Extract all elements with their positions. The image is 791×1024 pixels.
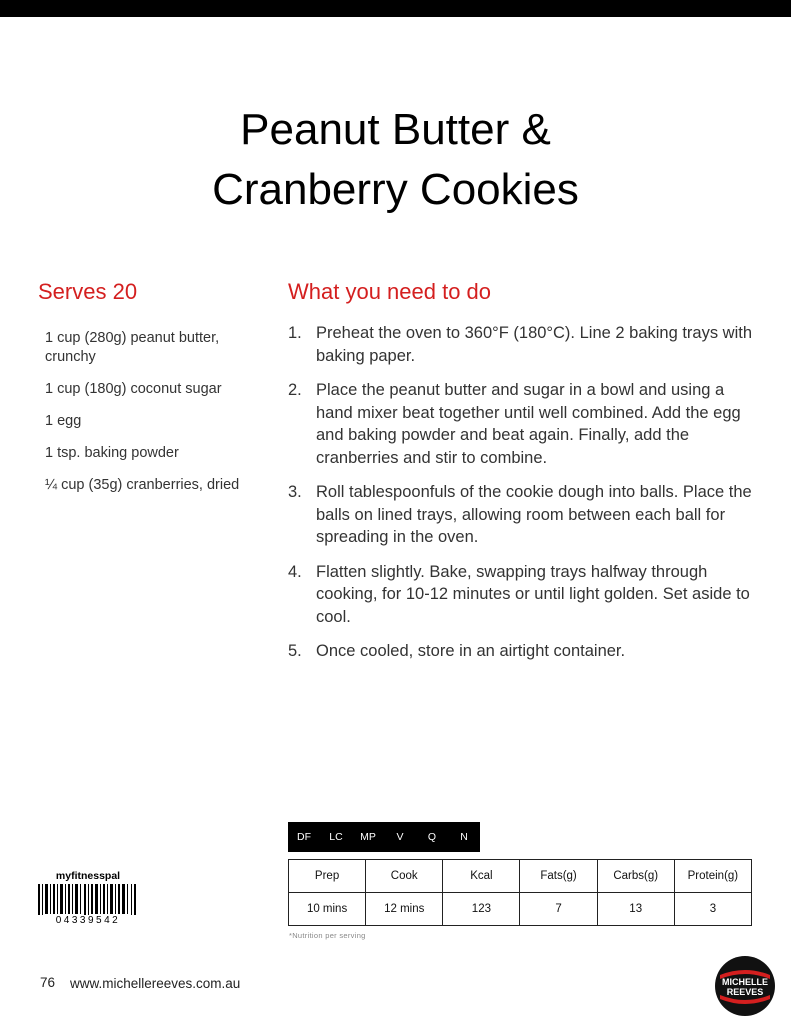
nutrition-value: 13 [597, 893, 674, 926]
step-number: 3. [288, 483, 302, 501]
nutrition-value: 7 [520, 893, 597, 926]
step-text: Preheat the oven to 360°F (180°C). Line 2 baking trays with baking paper. [316, 324, 753, 365]
method-step [288, 481, 758, 549]
website-link[interactable]: www.michellereeves.com.au [70, 976, 241, 991]
step-number: 4. [288, 562, 302, 581]
nutrition-header: Carbs(g) [597, 860, 674, 893]
nutrition-header: Protein(g) [674, 860, 751, 893]
logo-text-line-2: REEVES [726, 987, 764, 997]
recipe-title [0, 100, 791, 220]
nutrition-value: 123 [443, 893, 520, 926]
ingredients-list [45, 329, 270, 508]
step-text: Roll tablespoonfuls of the cookie dough into balls. Place the balls on lined trays, allowing room between each ball for spreading in the oven. [316, 483, 752, 546]
step-text: Flatten slightly. Bake, swapping trays halfway through cooking, for 10-12 minutes or until light golden. Set aside to cool. [316, 562, 750, 626]
nutrition-value: 12 mins [366, 893, 443, 926]
ingredient-item: 1 egg [45, 413, 82, 429]
nutrition-header: Cook [366, 860, 443, 893]
page-number: 76 [40, 975, 56, 990]
michelle-reeves-logo [714, 955, 776, 1017]
recipe-title-line-2: Cranberry Cookies [212, 165, 579, 214]
serves-heading: Serves 20 [38, 279, 138, 304]
diet-tag: DF [297, 831, 311, 843]
nutrition-table [288, 859, 752, 926]
step-number: 2. [288, 381, 302, 399]
nutrition-value: 10 mins [289, 893, 366, 926]
nutrition-header: Prep [289, 860, 366, 893]
method-heading: What you need to do [288, 279, 492, 304]
diet-tag: Q [427, 831, 437, 843]
ingredient-item: 1 tsp. baking powder [45, 445, 179, 461]
recipe-title-line-1: Peanut Butter & [240, 105, 551, 154]
logo-text-line-1: MICHELLE [722, 977, 768, 987]
method-step [288, 379, 758, 469]
nutrition-value: 3 [674, 893, 751, 926]
method-step [288, 640, 758, 663]
diet-tag: MP [360, 831, 376, 843]
step-number: 5. [288, 642, 302, 660]
ingredient-item: 1 cup (280g) peanut butter, crunchy [45, 330, 220, 365]
diet-tag: LC [329, 831, 343, 843]
method-steps [288, 322, 758, 675]
nutrition-header-row [289, 860, 752, 893]
nutrition-header: Kcal [443, 860, 520, 893]
nutrition-header: Fats(g) [520, 860, 597, 893]
myfitnesspal-label: myfitnesspal [55, 870, 121, 882]
step-number: 1. [288, 324, 302, 342]
ingredient-item: 1 cup (180g) coconut sugar [45, 381, 222, 397]
top-bar [0, 0, 791, 17]
step-text: Place the peanut butter and sugar in a bowl and using a hand mixer beat together until well combined. Add the egg and baking powder and beat again. Finally, add the cranberries and stir to combine. [316, 381, 741, 467]
nutrition-value-row [289, 893, 752, 926]
diet-tag: V [396, 831, 404, 843]
barcode-icon [38, 884, 138, 918]
method-step [288, 561, 758, 629]
step-text: Once cooled, store in an airtight container. [316, 642, 626, 660]
method-step [288, 322, 758, 367]
ingredient-item: ¼ cup (35g) cranberries, dried [45, 477, 240, 493]
nutrition-note: *Nutrition per serving [289, 931, 366, 940]
diet-tags [288, 822, 480, 852]
diet-tag: N [460, 831, 468, 843]
barcode-number: 04339542 [38, 915, 138, 926]
